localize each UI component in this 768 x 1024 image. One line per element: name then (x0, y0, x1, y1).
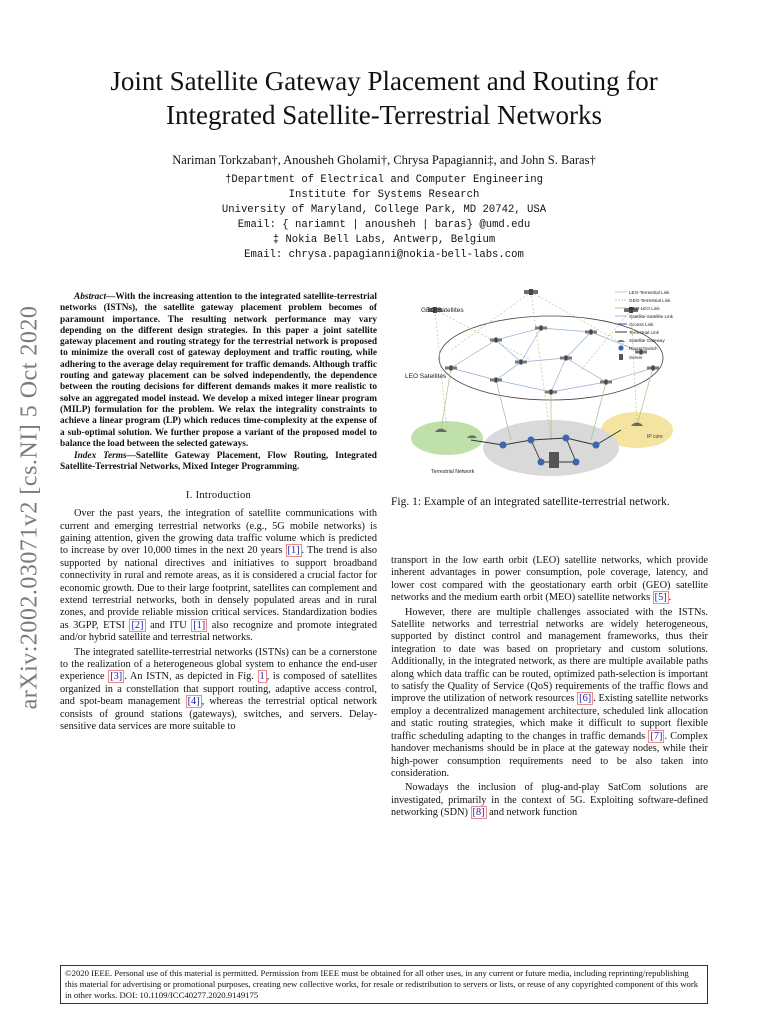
leo-satellites (445, 326, 659, 395)
leo-label: LEO Satellites (405, 373, 447, 380)
citation-link[interactable]: [5] (654, 592, 667, 604)
title-line-2: Integrated Satellite-Terrestrial Networks (166, 100, 602, 130)
text-run: , whereas the terrestrial optical network consists of ground stations (gateways), switches, and servers. Delay-sensitive data services are more suitable to (60, 696, 377, 733)
affiliation-line: †Department of Electrical and Computer Engineering (225, 174, 543, 186)
satellite-icon (515, 360, 527, 365)
paragraph (60, 508, 377, 644)
legend-item: GEO-LEO Link (629, 306, 660, 311)
legend-item: Access Link (629, 322, 654, 327)
index-terms-label: Index Terms (74, 451, 127, 462)
router-icon (593, 442, 600, 449)
router-icon (538, 459, 545, 466)
abstract-text: —With the increasing attention to the integrated satellite-terrestrial networks (ISTNs), the satellite gateway placement problem becomes of paramount importance. The resulting network performance may vary depending on the different design strategies. In this paper a joint satellite gateway placement and routing strategy for the terrestrial network is proposed to minimize the overall cost of gateway deployment and traffic routing, while adhering to the average delay requirement for traffic demands. Although traffic routing and gateway placement can be solved independently, the dependence between the routing decisions for different demands makes it more realistic to solve an aggregated model instead. We develop a mixed integer linear program (MILP) formulation for the problem. We relax the integrality constraints to achieve a linear program (LP) which reduces time-complexity at the expense of a sub-optimal solution. We further propose a variant of the proposed model to balance the load between the selected gateways. (60, 292, 377, 449)
text-run: . (668, 592, 672, 604)
text-run: also recognize and promote integrated and/or hybrid satellite and terrestrial networks. (60, 619, 378, 644)
figure-legend (615, 290, 674, 360)
satellite-icon (490, 378, 502, 383)
affiliations (40, 173, 728, 263)
citation-link[interactable]: [7] (650, 730, 663, 742)
text-run: . The trend is also supported by national directives and initiatives to support broadband connectivity in rural and remote areas, as it is considered a crucial factor for economic growth. Due to their large footprint, satellites can complement and extend terrestrial networks, both in densely populated areas and in rural zones, and provide reliable mission critical services. Standardization bodies as 3GPP, ETSI (60, 545, 378, 631)
abstract (60, 292, 377, 450)
legend-item: LEO-Terrestrial Link (629, 290, 670, 295)
text-run: Over the past years, the integration of satellite communications with current and emerging terrestrial networks (e.g., 5G mobile networks) is gaining attention, given the growing data traffic volume which is predicted to increase by over 10,000 times in the next 20 years (60, 508, 377, 557)
satellite-icon (524, 289, 538, 295)
affiliation-line: ‡ Nokia Bell Labs, Antwerp, Belgium (272, 234, 496, 246)
text-run: Nowadays the inclusion of plug-and-play SatCom solutions are investigated, primarily in the context of 5G. Exploiting software-defined networking (SDN) (391, 782, 708, 819)
text-run: However, there are multiple challenges associated with the ISTNs. Satellite networks and terrestrial networks are widely heterogeneous, supported by distinct control and management frameworks, thus their integration to date was based on proprietary and custom solutions. Additionally, in the integrated network, as there are multiple available paths along which data traffic can be routed, optimized path-selection is important to satisfy the Quality of Service (QoS) requirements of the traffic flows and improve the utilization of network resources (391, 606, 708, 705)
paragraph (60, 647, 377, 734)
citation-link[interactable]: [1] (193, 619, 206, 631)
network-diagram (391, 280, 708, 480)
terrestrial-label: Terrestrial Network (431, 469, 475, 475)
figure-caption: Fig. 1: Example of an integrated satellite-terrestrial network. (391, 496, 670, 508)
legend-item: Satellite Gateway (629, 338, 665, 343)
index-terms (60, 451, 377, 474)
geo-label: GEO Satellites (421, 307, 464, 314)
satellite-icon (490, 338, 502, 343)
ipcore-label: IP core (647, 434, 663, 440)
text-run: transport in the low earth orbit (LEO) satellite networks, which provide inherent advantages in power consumption, pole coverage, latency, and lower cost compared with the geostationary earth orbit (GEO) satellite networks and the medium earth orbit (MEO) satellite networks (391, 555, 708, 604)
text-run: . An ISTN, as depicted in Fig. (124, 671, 258, 683)
paper-title (40, 64, 728, 132)
citation-link[interactable]: [6] (579, 693, 592, 705)
section-heading: I. Introduction (185, 489, 252, 501)
paragraph (391, 607, 708, 781)
satellite-icon (535, 326, 547, 331)
paragraph (391, 782, 708, 819)
index-terms-text: —Satellite Gateway Placement, Flow Routing, Integrated Satellite-Terrestrial Networks, Mixed Integer Programming. (60, 451, 377, 473)
affiliation-line: University of Maryland, College Park, MD 20742, USA (221, 204, 547, 216)
router-icon (563, 435, 570, 442)
text-run: The integrated satellite-terrestrial networks (ISTNs) can be a cornerstone to the realization of a heterogeneous global system to enhance the end-user experience (60, 646, 377, 683)
figure-1 (391, 280, 708, 480)
affiliation-email[interactable]: Email: chrysa.papagianni@nokia-bell-labs.com (244, 249, 524, 261)
server-icon (549, 452, 559, 468)
citation-link[interactable]: [8] (472, 807, 485, 819)
text-run: . Existing satellite networks employ a decentralized management architecture, scheduled link allocation and static routing strategies, which make it difficult to support flexible traffic scheduling adapting to the changes in traffic demands (391, 693, 708, 742)
legend-item: Server (629, 355, 643, 360)
router-icon (528, 437, 535, 444)
citation-link[interactable]: [1] (287, 545, 300, 557)
router-icon (573, 459, 580, 466)
figure-link[interactable]: 1 (259, 671, 265, 683)
citation-link[interactable]: [3] (110, 671, 123, 683)
satellite-icon (600, 380, 612, 385)
router-icon (618, 345, 623, 350)
legend-item: Terrestrial Link (629, 330, 659, 335)
legend-item: Router/Switch (629, 346, 658, 351)
affiliation-line: Institute for Systems Research (288, 189, 480, 201)
left-column (60, 292, 377, 735)
arxiv-identifier: arXiv:2002.03071v2 [cs.NI] 5 Oct 2020 (16, 305, 43, 710)
title-line-1: Joint Satellite Gateway Placement and Routing for (110, 66, 658, 96)
authors: Nariman Torkzaban†, Anousheh Gholami†, Chrysa Papagianni‡, and John S. Baras† (172, 153, 596, 167)
text-run: and network function (486, 807, 578, 819)
router-icon (500, 442, 507, 449)
citation-link[interactable]: [2] (131, 619, 144, 631)
satellite-icon (560, 356, 572, 361)
paragraph (391, 555, 708, 605)
geo-links (435, 292, 641, 440)
affiliation-email[interactable]: Email: { nariamnt | anousheh | baras} @umd.edu (237, 219, 531, 231)
gateway-dish-icon (617, 340, 625, 342)
copyright-footer: ©2020 IEEE. Personal use of this material is permitted. Permission from IEEE must be obtained for all other uses, in any current or future media, including reprinting/republishing this material for advertising or promotional purposes, creating new collective works, for resale or redistribution to servers or lists, or reuse of any copyrighted component of this work in other works. DOI: 10.1109/ICC40277.2020.9149175 (60, 965, 708, 1004)
text-run: , is composed of satellites organized in a constellation that support routing, adaptive access control, and spot-beam management (60, 671, 378, 708)
text-run: . Complex handover mechanisms should be in place at the gateway nodes, while their high-power consumption requirements need to be also taken into consideration. (391, 730, 708, 779)
satellite-icon (445, 366, 457, 371)
right-column (391, 555, 708, 822)
legend-item: Satellite-Satellite Link (629, 314, 673, 319)
abstract-label: Abstract (74, 292, 107, 302)
text-run: and ITU (145, 619, 192, 631)
satellite-icon (545, 390, 557, 395)
legend-item: GEO-Terrestrial Link (629, 298, 671, 303)
citation-link[interactable]: [4] (187, 696, 200, 708)
server-icon (619, 354, 623, 360)
satellite-icon (647, 366, 659, 371)
